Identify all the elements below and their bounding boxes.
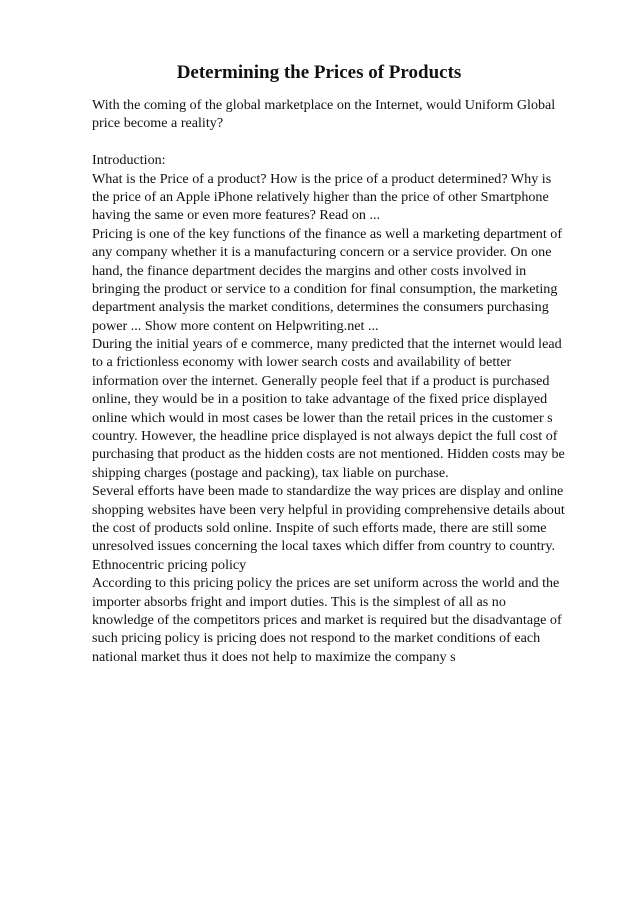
text-line: During the initial years of e commerce, many predicted that the internet would lead xyxy=(92,336,562,353)
text-line: Ethnocentric pricing policy xyxy=(92,556,247,573)
text-line: shipping charges (postage and packing), tax liable on purchase. xyxy=(92,464,449,481)
text-line: unresolved issues concerning the local taxes which differ from country to country. xyxy=(92,538,556,555)
text-line: any company whether it is a manufacturing concern or a service provider. On one xyxy=(92,244,552,261)
text-line: knowledge of the competitors prices and market is required but the disadvantage of xyxy=(92,611,562,628)
text-line: the cost of products sold online. Inspite of such efforts made, there are still some xyxy=(92,519,547,536)
document-body xyxy=(92,96,592,666)
text-line: country. However, the headline price displayed is not always depict the full cost of xyxy=(92,428,558,445)
text-line: online which would in most cases be lower than the retail prices in the customer s xyxy=(92,409,553,426)
text-line: department analysis the market conditions, determines the consumers purchasing xyxy=(92,299,549,316)
text-line: According to this pricing policy the prices are set uniform across the world and the xyxy=(92,575,560,592)
text-line: such pricing policy is pricing does not respond to the market conditions of each xyxy=(92,630,541,647)
text-line: With the coming of the global marketplace on the Internet, would Uniform Global xyxy=(92,97,556,113)
text-line: Introduction: xyxy=(92,152,166,169)
text-line: What is the Price of a product? How is the price of a product determined? Why is xyxy=(92,170,552,187)
text-line: shopping websites have been very helpful in providing comprehensive details about xyxy=(92,501,565,518)
text-line: the price of an Apple iPhone relatively higher than the price of other Smartphone xyxy=(92,188,549,205)
document-title: Determining the Prices of Products xyxy=(176,62,462,83)
text-line: national market thus it does not help to maximize the company s xyxy=(92,648,456,665)
text-line: Several efforts have been made to standardize the way prices are display and online xyxy=(92,483,564,500)
blank-line xyxy=(92,133,592,151)
text-line: bringing the product or service to a condition for final consumption, the marketing xyxy=(92,280,558,297)
text-line: purchasing that product as the hidden costs are not mentioned. Hidden costs may be xyxy=(92,446,565,463)
text-line: price become a reality? xyxy=(92,115,224,132)
text-line: hand, the finance department decides the margins and other costs involved in xyxy=(92,262,527,279)
text-line: power ... Show more content on Helpwriting.net ... xyxy=(92,317,379,334)
text-line: Pricing is one of the key functions of the finance as well a marketing department of xyxy=(92,225,563,242)
text-line: to a frictionless economy with lower search costs and availability of better xyxy=(92,354,512,371)
text-line: information over the internet. Generally people feel that if a product is purchased xyxy=(92,372,550,389)
text-line: having the same or even more features? Read on ... xyxy=(92,207,381,224)
text-line: importer absorbs fright and import duties. This is the simplest of all as no xyxy=(92,593,506,610)
text-line: online, they would be in a position to take advantage of the fixed price displayed xyxy=(92,391,548,408)
